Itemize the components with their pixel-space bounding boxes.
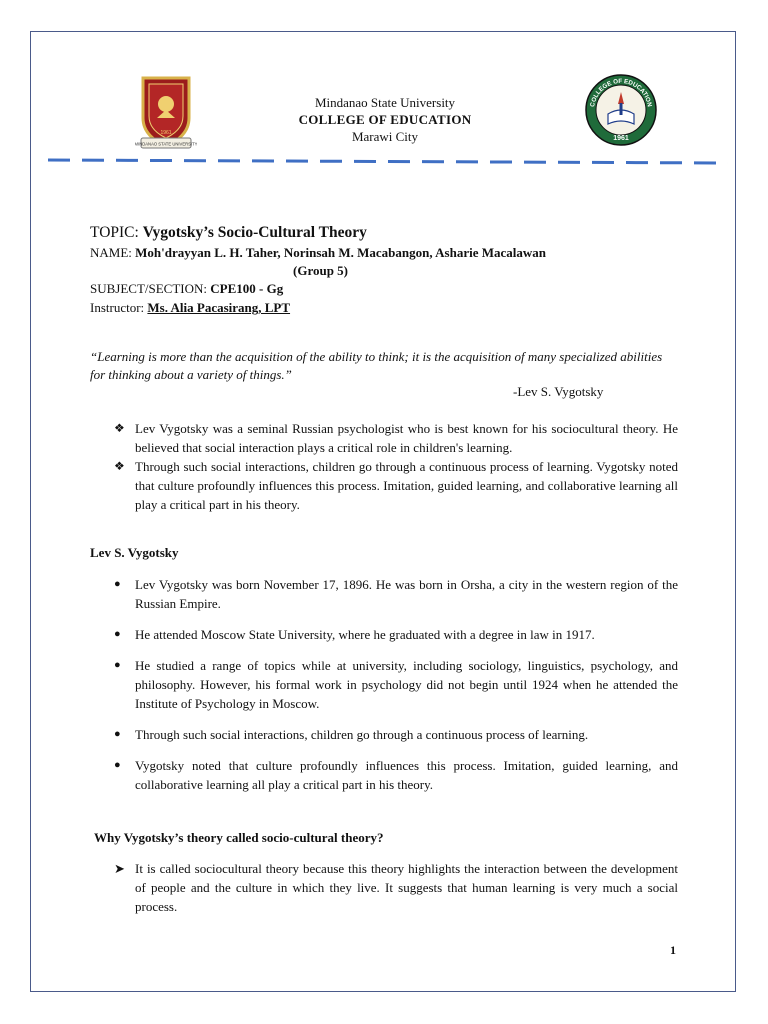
diamond-bullet-icon: ❖	[114, 421, 125, 435]
topic-value: Vygotsky’s Socio-Cultural Theory	[142, 224, 367, 241]
list-item	[114, 725, 678, 744]
msu-seal-logo	[135, 74, 197, 154]
msu-seal-text: MINDANAO STATE UNIVERSITY	[135, 141, 197, 147]
lev-bullet-text: He attended Moscow State University, where he graduated with a degree in law in 1917.	[135, 627, 595, 642]
city-name: Marawi City	[351, 129, 419, 144]
dot-bullet-icon: ●	[114, 728, 121, 740]
instructor-label: Instructor:	[90, 300, 148, 315]
lev-bullet-text: Vygotsky noted that culture profoundly influences this process. Imitation, guided learning, and collaborative learning all play a critical part in his theory.	[135, 758, 678, 792]
dot-bullet-icon: ●	[114, 628, 121, 640]
lev-bullet-text: Through such social interactions, children go through a continuous process of learning.	[135, 727, 589, 742]
dot-bullet-icon: ●	[114, 578, 121, 590]
opening-quote: “Learning is more than the acquisition of the ability to think; it is the acquisition of many specialized abilities for thinking about a variety of things.”	[90, 349, 663, 382]
list-item	[114, 625, 678, 644]
list-item	[114, 419, 678, 457]
quote-author: -Lev S. Vygotsky	[513, 384, 604, 399]
instructor-value: Ms. Alia Pacasirang, LPT	[147, 300, 291, 315]
intro-bullet-text: Lev Vygotsky was a seminal Russian psychologist who is best known for his sociocultural theory. He believed that social interaction plays a critical role in children's learning.	[135, 421, 678, 455]
lev-bullet-text: He studied a range of topics while at university, including sociology, linguistics, psychology, and philosophy. However, his formal work in psychology did not begin until 1924 when he attended the Institute of Psychology in Moscow.	[135, 658, 678, 711]
subject-label: SUBJECT/SECTION:	[90, 281, 211, 296]
header-divider	[48, 156, 728, 166]
list-item	[114, 575, 678, 613]
topic-line	[90, 224, 367, 242]
instructor-line	[90, 299, 290, 316]
intro-bullet-list	[114, 419, 678, 514]
letterhead	[200, 94, 570, 145]
why-section-heading: Why Vygotsky’s theory called socio-cultural theory?	[94, 830, 384, 845]
msu-seal-year: 1961	[160, 130, 172, 136]
dot-bullet-icon: ●	[114, 759, 121, 771]
name-value: Moh'drayyan L. H. Taher, Norinsah M. Macabangon, Asharie Macalawan	[135, 245, 547, 260]
lev-bullet-text: Lev Vygotsky was born November 17, 1896. He was born in Orsha, a city in the western region of the Russian Empire.	[135, 577, 678, 611]
name-label: NAME:	[90, 245, 136, 260]
page-number: 1	[670, 943, 676, 957]
why-bullet-list	[114, 859, 678, 916]
diamond-bullet-icon: ❖	[114, 459, 125, 473]
list-item	[114, 656, 678, 713]
why-bullet-text: It is called sociocultural theory because this theory highlights the interaction between the development of people and the culture in which they live. It suggests that human learning is very much a social process.	[135, 861, 678, 914]
coe-seal-text-path: COLLEGE OF EDUCATION	[589, 77, 653, 108]
arrow-bullet-icon: ➤	[114, 861, 125, 876]
subject-value: CPE100 - Gg	[210, 281, 284, 296]
group-label: (Group 5)	[293, 263, 349, 278]
topic-label: TOPIC:	[90, 224, 143, 241]
list-item	[114, 756, 678, 794]
coe-seal-year: 1961	[613, 135, 629, 142]
college-name: COLLEGE OF EDUCATION	[298, 112, 472, 127]
name-line	[90, 244, 546, 261]
lev-bullet-list	[114, 575, 678, 806]
university-name: Mindanao State University	[314, 95, 456, 110]
list-item	[114, 457, 678, 514]
dot-bullet-icon: ●	[114, 659, 121, 671]
lev-section-heading: Lev S. Vygotsky	[90, 545, 179, 560]
intro-bullet-text: Through such social interactions, children go through a continuous process of learning. Vygotsky noted that culture profoundly influences this process. Imitation, guided learning, and collaborative learning all play a critical part in his theory.	[135, 459, 678, 512]
coe-seal-logo	[584, 70, 658, 150]
subject-line	[90, 280, 283, 297]
list-item	[114, 859, 678, 916]
